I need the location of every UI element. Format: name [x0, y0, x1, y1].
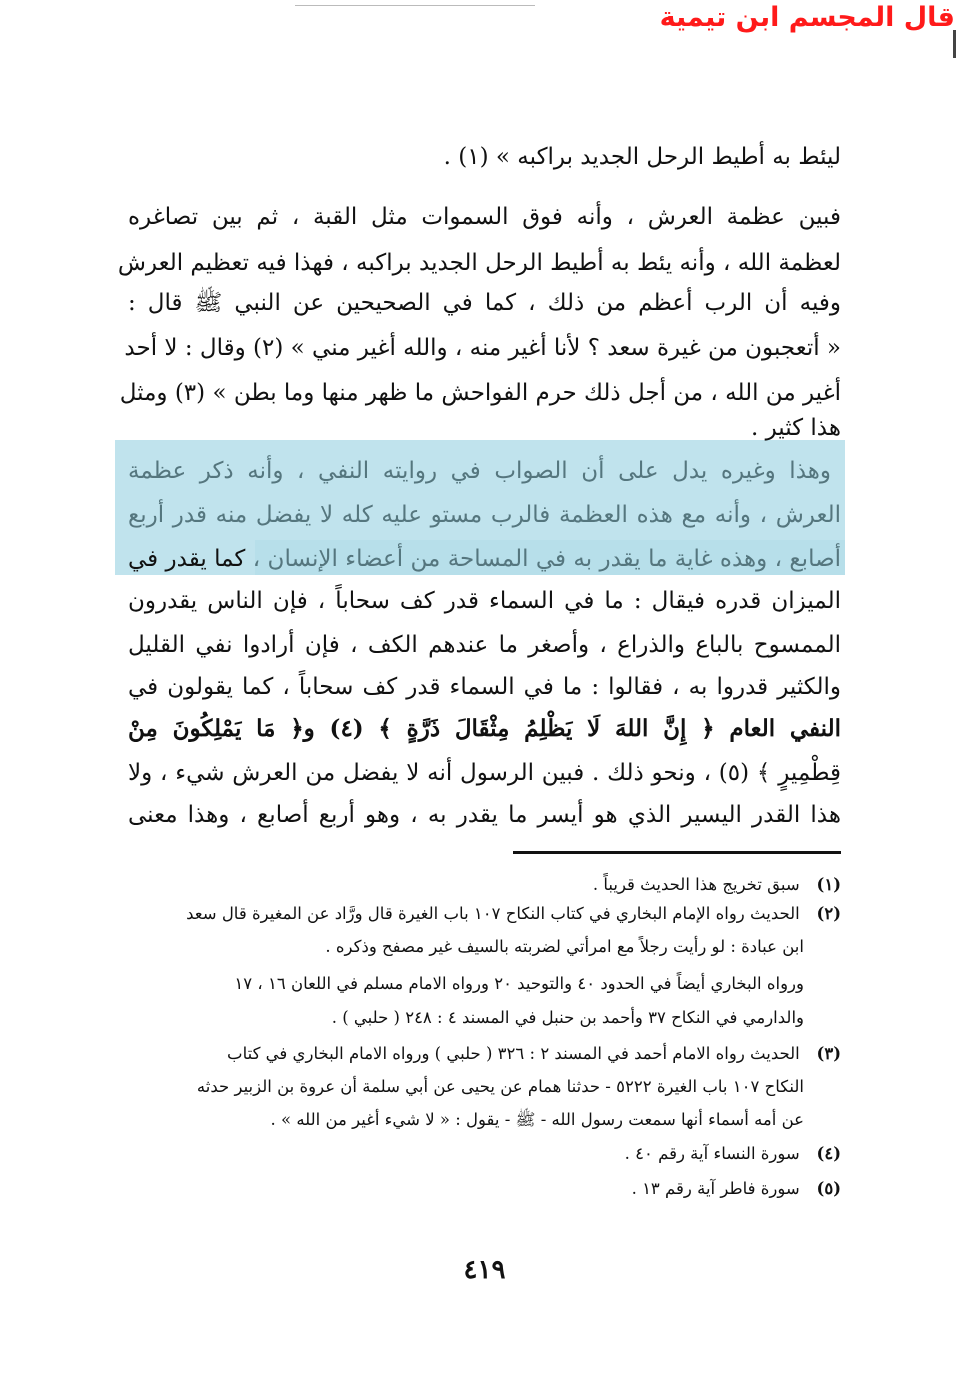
text-line: الميزان قدره فيقال : ما في السماء قدر كف سحاباً ، فإن الناس يقدرون — [128, 588, 841, 614]
text-line: « أتعجبون من غيرة سعد ؟ لأنا أغير منه ، والله أغير مني » (٢) وقال : لا أحد — [124, 335, 841, 361]
highlighted-text-line: العرش ، وأنه مع هذه العظمة فالرب مستو عليه كله لا يفضل منه قدر أربع — [128, 502, 841, 528]
footnote-2-cont: ورواه البخاري أيضاً في الحدود ٤٠ والتوحيد ٢٠ ورواه الامام مسلم في اللعان ١٦ ، ١٧ — [234, 974, 804, 993]
footnote-number: (١) — [816, 875, 841, 894]
text-line: لعظمة الله ، وأنه يئط به أطيط الرحل الجديد براكبه ، فهذا فيه تعظيم العرش — [117, 250, 841, 276]
highlighted-segment: أصابع ، وهذه غاية ما يقدر به في المساحة من أعضاء الإنسان ، — [252, 546, 842, 572]
footnote-text: سورة النساء آية رقم ٤٠ . — [624, 1144, 800, 1163]
footnote-number: (٥) — [816, 1179, 841, 1198]
footnote-2 — [130, 900, 841, 927]
text-line: أغير من الله ، من أجل ذلك حرم الفواحش ما ظهر منها وما بطن » (٣) ومثل — [119, 380, 841, 406]
footnote-3-cont: النكاح ١٠٧ باب الغيرة ٥٢٢٢ - حدثنا همام عن يحيى عن أبي سلمة أن عروة بن الزبير حدثه — [196, 1077, 804, 1096]
footnote-1 — [130, 871, 841, 898]
page-title-label: قال المجسم ابن تيمية — [659, 2, 955, 33]
footnote-3 — [130, 1040, 841, 1067]
main-text — [117, 0, 842, 850]
footnote-3-cont: عن أمه أسماء أنها سمعت رسول الله - ﷺ - يقول : « لا شيء أغير من الله » . — [270, 1110, 804, 1129]
footnote-number: (٣) — [816, 1044, 841, 1063]
text-line: الممسوح بالباع والذراع ، وأصغر ما عندهم الكف ، فإن أرادوا نفي القليل — [128, 632, 841, 658]
plain-segment: كما يقدر في — [128, 546, 246, 572]
text-line: النفي العام ﴿ إِنَّ اللهَ لَا يَظْلِمُ مِثْقَالَ ذَرَّةٍ ﴾ (٤) و﴿ مَا يَمْلِكُونَ مِنْ — [128, 715, 842, 742]
text-line: فبين عظمة العرش ، وأنه فوق السموات مثل القبة ، ثم بين تصاغره — [128, 204, 841, 230]
text-line: ليئط به أطيط الرحل الجديد براكبه » (١) . — [443, 144, 841, 170]
footnote-text: الحديث رواه الإمام البخاري في كتاب النكاح ١٠٧ باب الغيرة قال ورَّاد عن المغيرة قال سعد — [186, 904, 800, 923]
footnote-text: سبق تخريج هذا الحديث قريباً . — [592, 875, 800, 894]
footnote-5 — [130, 1175, 841, 1202]
footnote-number: (٤) — [816, 1144, 841, 1163]
text-line: هذا كثير . — [750, 415, 841, 441]
footnote-text: سورة فاطر آية رقم ١٣ . — [631, 1179, 800, 1198]
text-line: هذا القدر اليسير الذي هو أيسر ما يقدر به ، وهو أربع أصابع ، وهذا معنى — [128, 802, 841, 828]
text-line: قِطْمِيرٍ ﴾ (٥) ، ونحو ذلك . فبين الرسول أنه لا يفضل من العرش شيء ، ولا — [128, 760, 841, 786]
text-line: وفيه أن الرب أعظم من ذلك ، كما في الصحيحين عن النبي ﷺ قال : — [128, 290, 841, 316]
highlighted-text-line: وهذا وغيره يدل على أن الصواب في روايته النفي ، وأنه ذكر عظمة — [128, 458, 831, 484]
page-number: ٤١٩ — [463, 1255, 506, 1285]
side-scan-mark — [953, 30, 956, 58]
footnote-separator — [513, 851, 841, 854]
footnote-4 — [130, 1140, 841, 1167]
footnote-number: (٢) — [816, 904, 841, 923]
footnote-2-cont: والدارمي في النكاح ٣٧ وأحمد بن حنبل في المسند ٤ : ٢٤٨ ( حلبي ) . — [331, 1008, 804, 1027]
footnote-text: الحديث رواه الامام أحمد في المسند ٢ : ٣٢٦ ( حلبي ) ورواه الامام البخاري في كتاب — [227, 1044, 800, 1063]
split-text-line — [128, 536, 841, 582]
text-line: والكثير قدروا به ، فقالوا : ما في السماء قدر كف سحاباً ، كما يقولون في — [128, 674, 841, 700]
footnote-2-cont: ابن عبادة : لو رأيت رجلاً مع امرأتي لضربته بالسيف غير مصفح وذكره . — [325, 937, 804, 956]
